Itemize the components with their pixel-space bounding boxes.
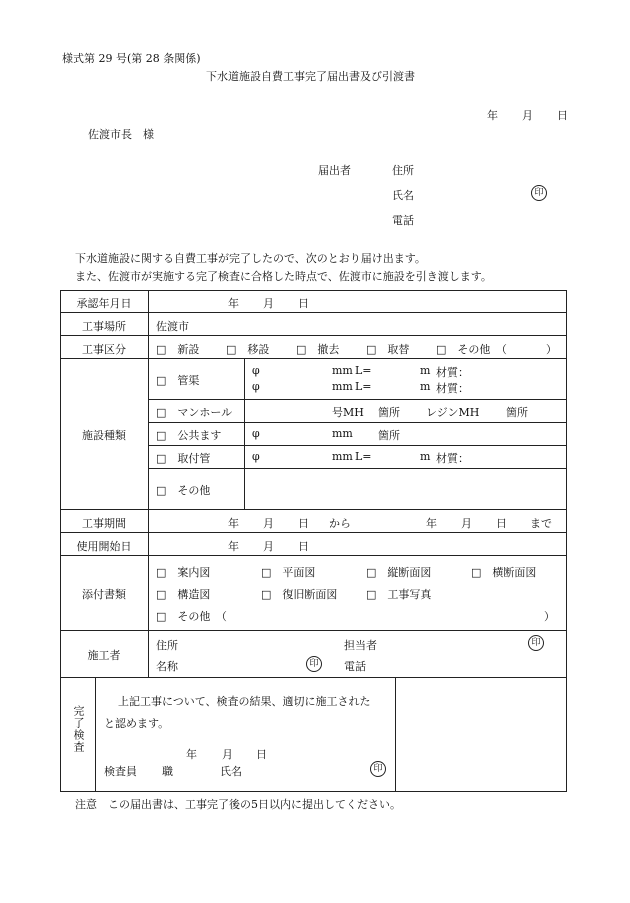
lateral-l: L= xyxy=(355,450,372,463)
attach-guide-map[interactable]: □ 案内図 xyxy=(156,566,211,579)
contractor-name-seal: 印 xyxy=(306,656,322,672)
period-from: から xyxy=(329,517,351,530)
location-label: 工事場所 xyxy=(82,320,126,333)
lateral-m: m xyxy=(420,450,431,463)
date-day: 日 xyxy=(557,109,568,122)
category-other[interactable]: □ その他 （ xyxy=(436,343,507,356)
applicant-seal: 印 xyxy=(531,185,547,201)
period-start-month: 月 xyxy=(263,517,274,530)
basin-count: 箇所 xyxy=(378,429,400,442)
category-new[interactable]: □ 新設 xyxy=(156,343,200,356)
attach-structure[interactable]: □ 構造図 xyxy=(156,588,211,601)
period-label: 工事期間 xyxy=(82,517,126,530)
intro-line-1: 下水道施設に関する自費工事が完了したので、次のとおり届け出ます。 xyxy=(75,252,426,265)
contractor-address: 住所 xyxy=(156,639,178,652)
period-end-month: 月 xyxy=(461,517,472,530)
facility-label: 施設種類 xyxy=(82,429,126,442)
pipe-l-1: L= xyxy=(355,364,372,377)
location-value: 佐渡市 xyxy=(156,320,189,333)
facility-other[interactable]: □ その他 xyxy=(156,484,211,497)
addressee: 佐渡市長 様 xyxy=(88,128,154,141)
lateral-material: 材質： xyxy=(436,452,469,465)
applicant-label: 届出者 xyxy=(318,164,351,177)
manhole-type-1: 号MH xyxy=(332,406,364,419)
attach-longitudinal[interactable]: □ 縦断面図 xyxy=(366,566,432,579)
period-end-day: 日 xyxy=(496,517,507,530)
submission-note: 注意 この届出書は、工事完了後の5日以内に提出してください。 xyxy=(75,798,401,811)
inspection-text-2: と認めます。 xyxy=(104,717,170,730)
category-other-close: ） xyxy=(546,343,557,356)
start-use-month: 月 xyxy=(263,540,274,553)
date-month: 月 xyxy=(522,109,533,122)
facility-manhole[interactable]: □ マンホール xyxy=(156,406,233,419)
intro-line-2: また、佐渡市が実施する完了検査に合格した時点で、佐渡市に施設を引き渡します。 xyxy=(75,270,492,283)
pipe-mm-2: mm xyxy=(332,380,353,393)
start-use-label: 使用開始日 xyxy=(76,540,132,553)
facility-lateral[interactable]: □ 取付管 xyxy=(156,452,211,465)
inspection-year: 年 xyxy=(186,748,197,761)
period-to: まで xyxy=(530,517,552,530)
date-year: 年 xyxy=(487,109,498,122)
pipe-material-1: 材質： xyxy=(436,366,469,379)
application-table xyxy=(60,290,567,792)
category-remove[interactable]: □ 撤去 xyxy=(296,343,340,356)
facility-basin[interactable]: □ 公共ます xyxy=(156,429,222,442)
applicant-address-label: 住所 xyxy=(392,164,414,177)
manhole-type-2: レジンMH xyxy=(426,406,480,419)
inspector-post: 職 xyxy=(162,765,173,778)
manhole-count-1: 箇所 xyxy=(378,406,400,419)
manhole-count-2: 箇所 xyxy=(506,406,528,419)
start-use-year: 年 xyxy=(228,540,239,553)
form-number: 様式第 29 号(第 28 条関係) xyxy=(62,52,201,65)
attach-plan[interactable]: □ 平面図 xyxy=(261,566,316,579)
attach-other-close: ） xyxy=(544,610,555,623)
category-relocate[interactable]: □ 移設 xyxy=(226,343,270,356)
approval-date-label: 承認年月日 xyxy=(76,297,132,310)
applicant-phone-label: 電話 xyxy=(392,214,414,227)
period-start-day: 日 xyxy=(298,517,309,530)
contractor-phone: 電話 xyxy=(344,660,366,673)
inspection-day: 日 xyxy=(256,748,267,761)
attach-other[interactable]: □ その他 （ xyxy=(156,610,227,623)
attach-cross-section[interactable]: □ 横断面図 xyxy=(471,566,537,579)
pipe-material-2: 材質： xyxy=(436,382,469,395)
attach-photos[interactable]: □ 工事写真 xyxy=(366,588,432,601)
document-title: 下水道施設自費工事完了届出書及び引渡書 xyxy=(206,70,415,83)
contractor-name: 名称 xyxy=(156,660,178,673)
period-start-year: 年 xyxy=(228,517,239,530)
basin-phi: φ xyxy=(252,427,260,440)
inspection-label: 完了検査 xyxy=(72,705,85,753)
contractor-person-seal: 印 xyxy=(528,635,544,651)
inspector-name: 氏名 xyxy=(220,765,242,778)
category-replace[interactable]: □ 取替 xyxy=(366,343,410,356)
start-use-day: 日 xyxy=(298,540,309,553)
contractor-person: 担当者 xyxy=(344,639,377,652)
inspection-month: 月 xyxy=(222,748,233,761)
contractor-label: 施工者 xyxy=(87,649,121,662)
applicant-name-label: 氏名 xyxy=(392,189,414,202)
inspector-label: 検査員 xyxy=(104,765,137,778)
lateral-phi: φ xyxy=(252,450,260,463)
category-label: 工事区分 xyxy=(82,343,126,356)
pipe-m-1: m xyxy=(420,364,431,377)
approval-month: 月 xyxy=(263,297,274,310)
inspector-seal: 印 xyxy=(370,761,386,777)
pipe-mm-1: mm xyxy=(332,364,353,377)
inspection-text-1: 上記工事について、検査の結果、適切に施工された xyxy=(118,695,371,708)
period-end-year: 年 xyxy=(426,517,437,530)
facility-pipe[interactable]: □ 管渠 xyxy=(156,374,200,387)
approval-day: 日 xyxy=(298,297,309,310)
pipe-m-2: m xyxy=(420,380,431,393)
pipe-l-2: L= xyxy=(355,380,372,393)
lateral-mm: mm xyxy=(332,450,353,463)
approval-year: 年 xyxy=(228,297,239,310)
attach-restoration[interactable]: □ 復旧断面図 xyxy=(261,588,338,601)
basin-mm: mm xyxy=(332,427,353,440)
attachments-label: 添付書類 xyxy=(82,588,126,601)
pipe-phi-1: φ xyxy=(252,364,260,377)
pipe-phi-2: φ xyxy=(252,380,260,393)
